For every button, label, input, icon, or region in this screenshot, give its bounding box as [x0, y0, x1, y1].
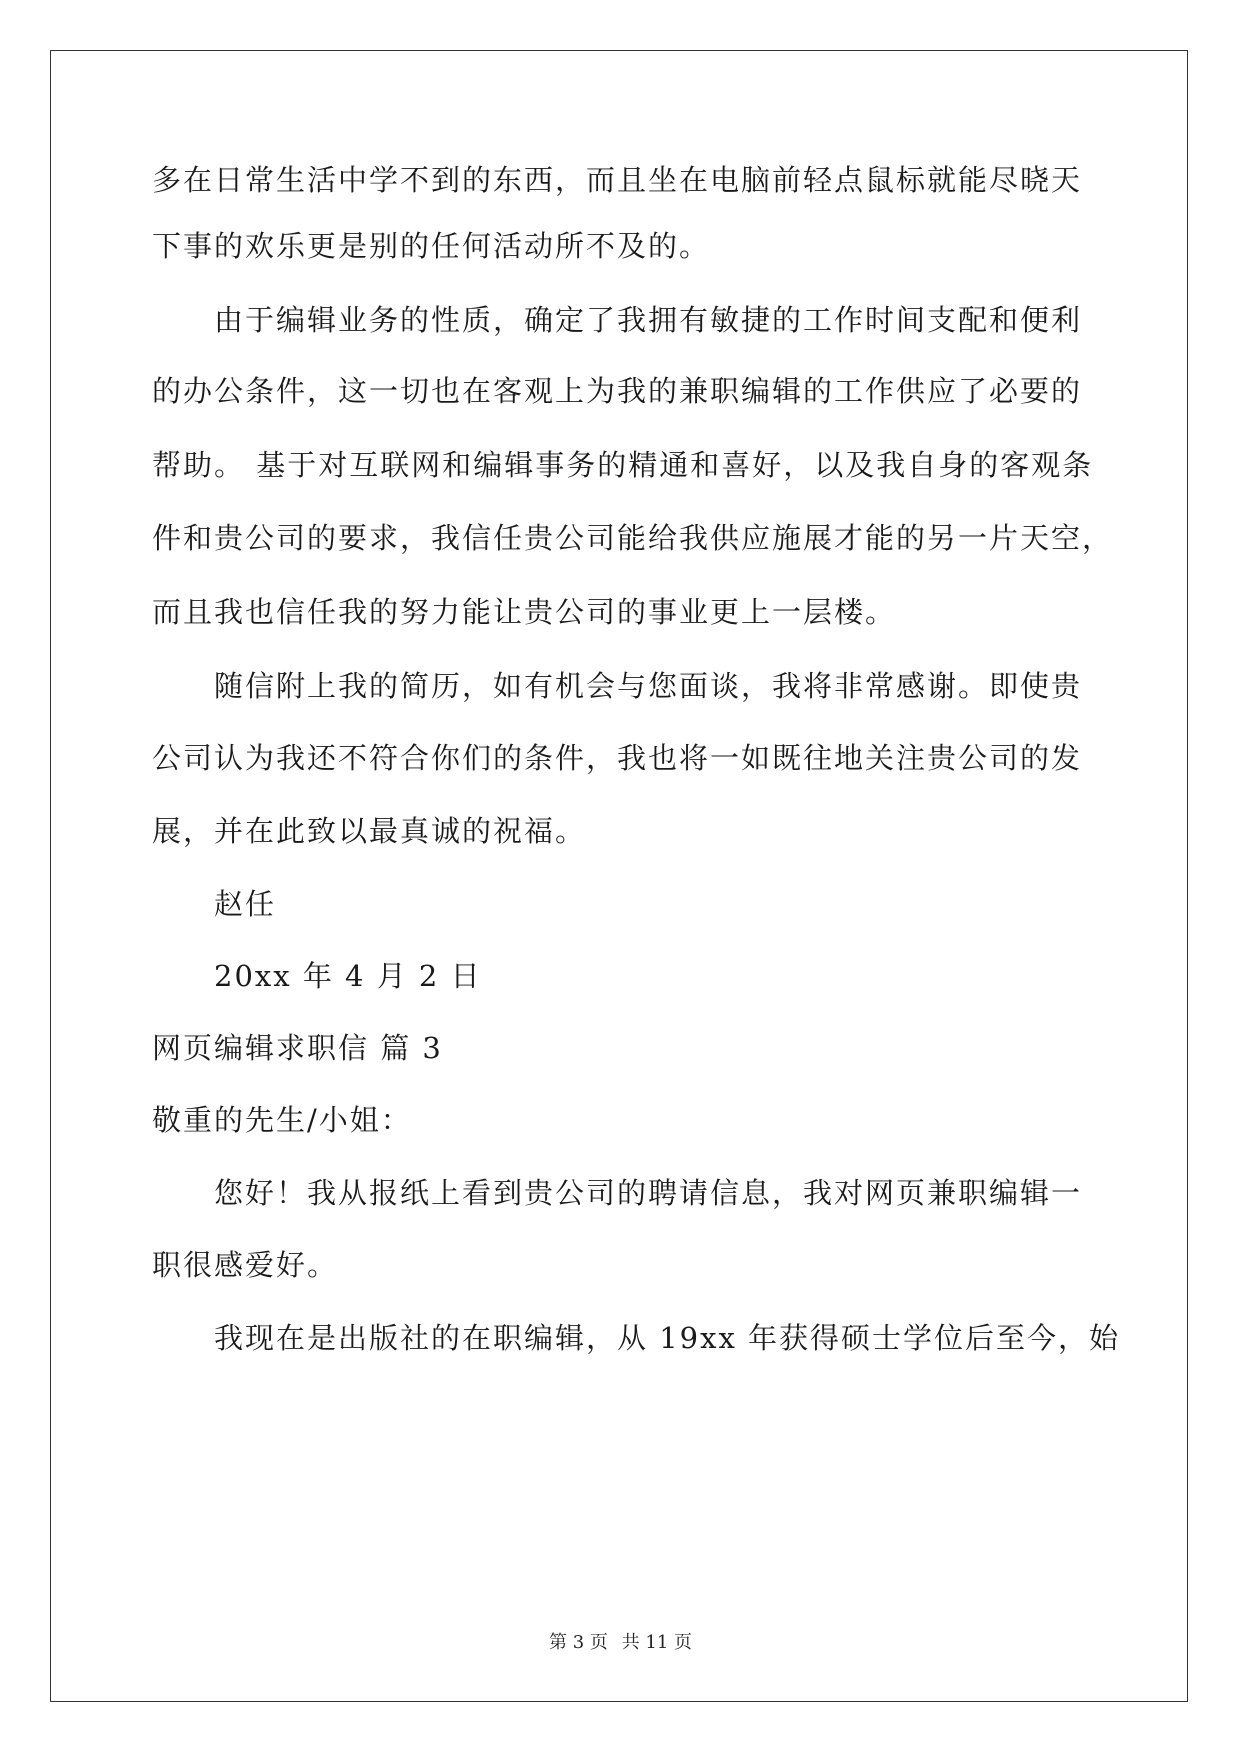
page-number: 第 3 页 — [549, 1632, 608, 1653]
text-line: 您好！我从报纸上看到贵公司的聘请信息，我对网页兼职编辑一 — [214, 1176, 1083, 1210]
text-line: 随信附上我的简历，如有机会与您面谈，我将非常感谢。即使贵 — [214, 669, 1083, 703]
text-line: 件和贵公司的要求，我信任贵公司能给我供应施展才能的另一片天空， — [152, 521, 1114, 555]
signature-name: 赵任 — [214, 887, 277, 921]
page-footer — [0, 1628, 1241, 1654]
text-line: 下事的欢乐更是别的任何活动所不及的。 — [152, 229, 711, 263]
text-line: 职很感爱好。 — [152, 1248, 339, 1282]
text-line: 多在日常生活中学不到的东西，而且坐在电脑前轻点鼠标就能尽晓天 — [152, 163, 1083, 197]
page-total: 共 11 页 — [621, 1632, 692, 1653]
text-line: 公司认为我还不符合你们的条件，我也将一如既往地关注贵公司的发 — [152, 741, 1083, 775]
text-line: 帮助。 基于对互联网和编辑事务的精通和喜好，以及我自身的客观条 — [152, 448, 1094, 482]
text-line: 由于编辑业务的性质，确定了我拥有敏捷的工作时间支配和便利 — [214, 303, 1083, 337]
text-line: 而且我也信任我的努力能让贵公司的事业更上一层楼。 — [152, 595, 897, 629]
text-line: 我现在是出版社的在职编辑，从 19xx 年获得硕士学位后至今，始 — [214, 1321, 1121, 1355]
text-line: 的办公条件，这一切也在客观上为我的兼职编辑的工作供应了必要的 — [152, 374, 1083, 408]
signature-date: 20xx 年 4 月 2 日 — [214, 959, 482, 993]
salutation: 敬重的先生/小姐： — [152, 1103, 412, 1137]
section-heading: 网页编辑求职信 篇 3 — [152, 1031, 443, 1065]
text-line: 展，并在此致以最真诚的祝福。 — [152, 814, 587, 848]
page-frame — [50, 50, 1188, 1702]
